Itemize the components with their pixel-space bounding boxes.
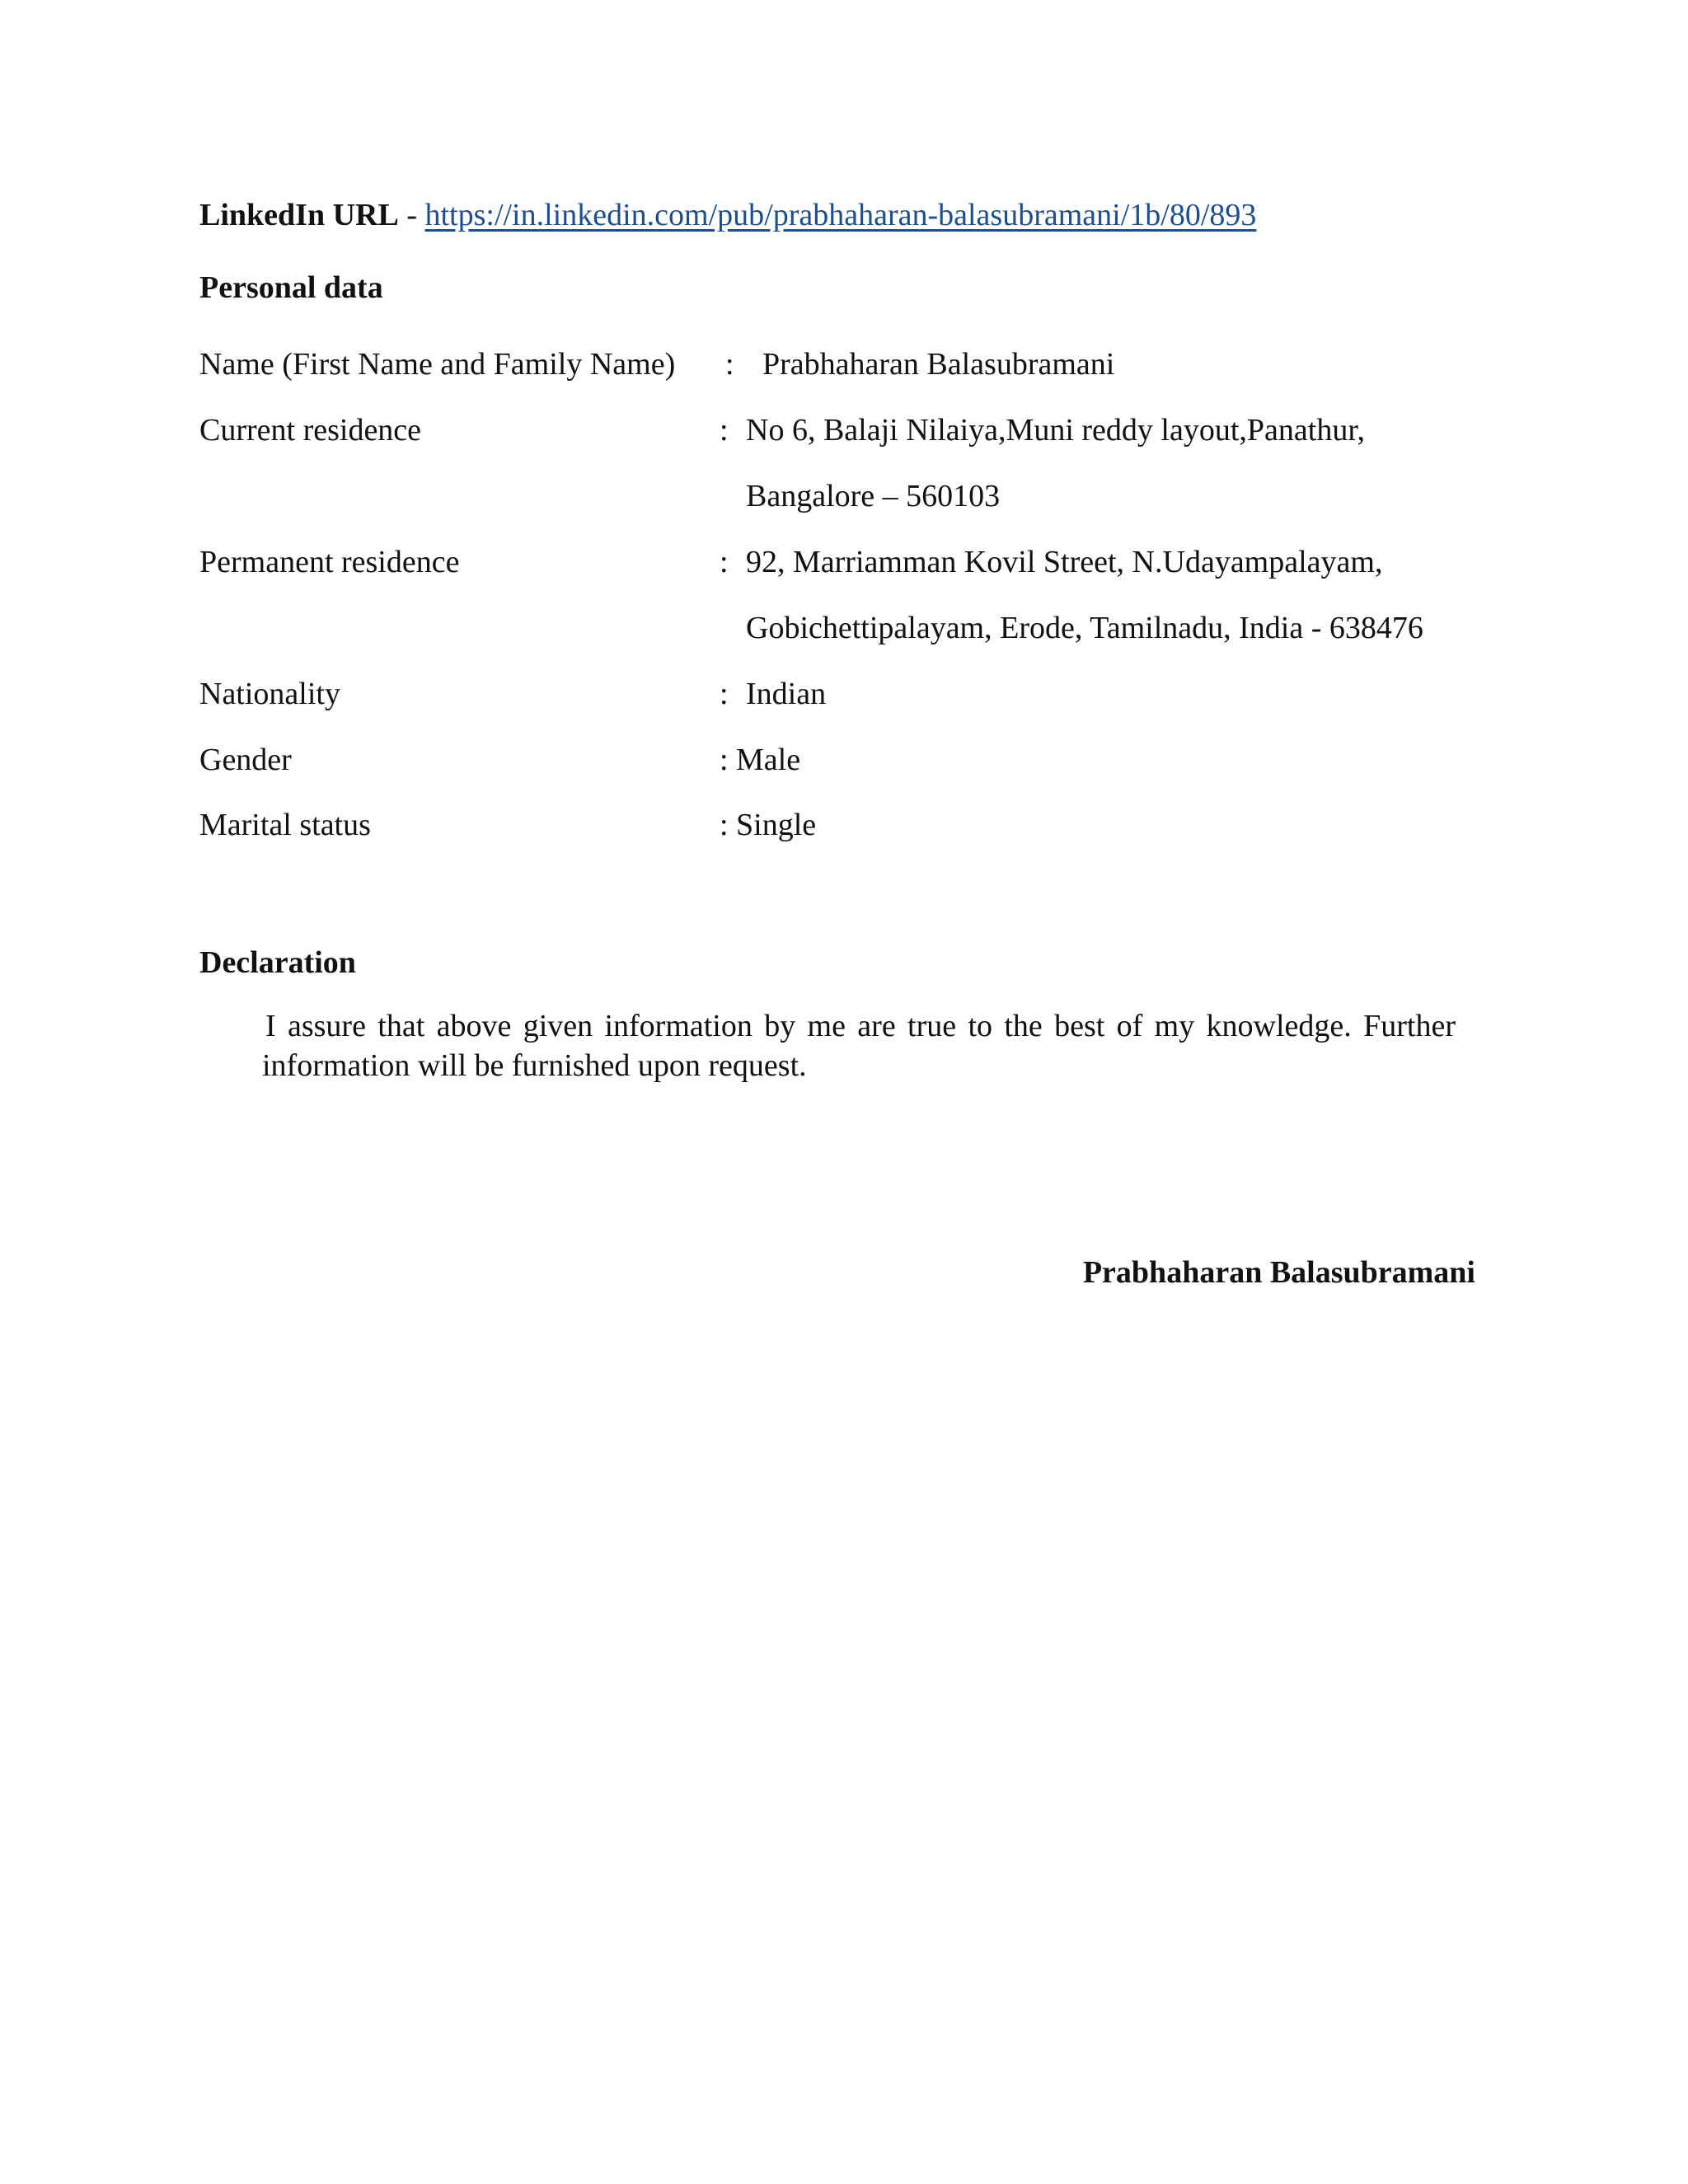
nationality-label: Nationality xyxy=(199,677,340,711)
marital-status-label: Marital status xyxy=(199,808,371,842)
permanent-residence-colon: : xyxy=(720,545,729,579)
marital-status-value: Single xyxy=(736,808,817,842)
nationality-colon: : xyxy=(720,677,729,711)
declaration-text: I assure that above given information by me are true to the best of my knowledge. Further information will be furnished upon request. xyxy=(262,1009,1456,1083)
gender-colon: : xyxy=(720,743,729,777)
name-value: Prabhaharan Balasubramani xyxy=(762,347,1115,382)
personal-data-heading: Personal data xyxy=(199,270,383,305)
linkedin-label: LinkedIn URL xyxy=(199,198,399,232)
current-residence-value-line2: Bangalore – 560103 xyxy=(746,479,1001,513)
linkedin-line xyxy=(199,196,1256,234)
gender-value: Male xyxy=(736,743,801,777)
permanent-residence-value-line2: Gobichettipalayam, Erode, Tamilnadu, India - 638476 xyxy=(746,611,1423,645)
permanent-residence-label: Permanent residence xyxy=(199,545,460,579)
nationality-value: Indian xyxy=(746,677,827,711)
gender-label: Gender xyxy=(199,743,292,777)
marital-status-colon: : xyxy=(720,808,729,842)
name-colon: : xyxy=(725,347,734,382)
name-label: Name (First Name and Family Name) xyxy=(199,347,676,382)
signature-name: Prabhaharan Balasubramani xyxy=(1082,1255,1475,1290)
current-residence-colon: : xyxy=(720,413,729,448)
current-residence-label: Current residence xyxy=(199,413,422,448)
declaration-heading: Declaration xyxy=(199,945,356,980)
linkedin-separator: - xyxy=(406,198,417,232)
linkedin-url-link[interactable]: https://in.linkedin.com/pub/prabhaharan-balasubramani/1b/80/893 xyxy=(424,198,1257,232)
permanent-residence-value-line1: 92, Marriamman Kovil Street, N.Udayampalayam, xyxy=(746,545,1383,579)
current-residence-value-line1: No 6, Balaji Nilaiya,Muni reddy layout,Panathur, xyxy=(746,413,1365,448)
